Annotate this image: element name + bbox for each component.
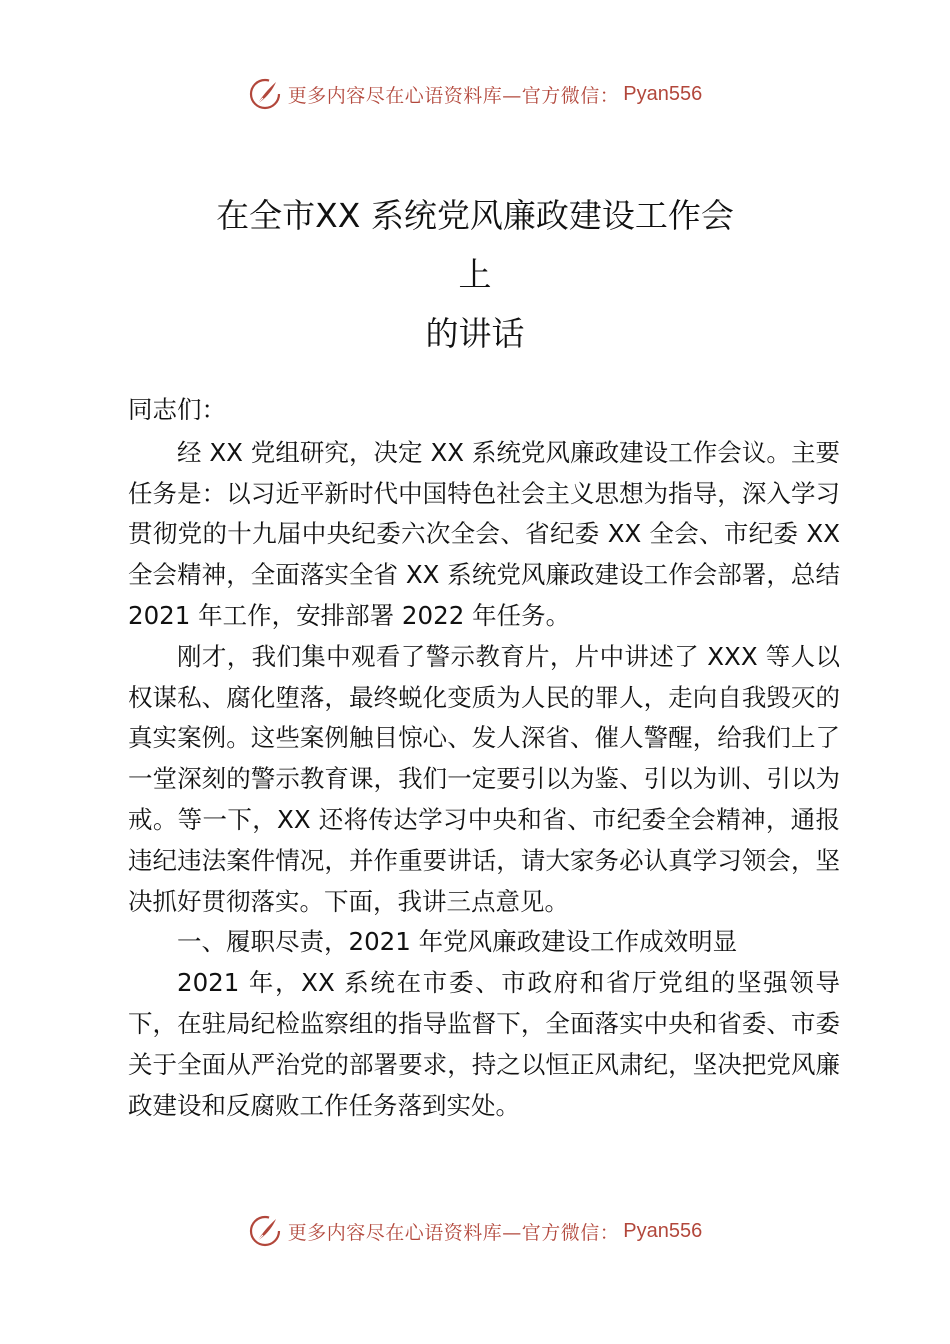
footer-watermark (0, 1211, 950, 1251)
quill-logo-icon (248, 1214, 282, 1248)
paragraph-intro: 经 XX 党组研究，决定 XX 系统党风廉政建设工作会议。主要任务是：以习近平新时代中国特色社会主义思想为指导，深入学习贯彻党的十九届中央纪委六次全会、省纪委 XX 全会、市纪委 XX 全会精神，全面落实全省 XX 系统党风廉政建设工作会部署，总结 2021 年工作，安排部署 2022 年任务。 (128, 437, 840, 630)
watermark-text: 更多内容尽在心语资料库—官方微信： (287, 84, 620, 107)
document-title (0, 186, 950, 363)
watermark-wechat-id: Pyan556 (623, 1219, 703, 1242)
paragraph-section-1: 2021 年，XX 系统在市委、市政府和省厅党组的坚强领导下，在驻局纪检监察组的指导监督下，全面落实中央和省委、市委关于全面从严治党的部署要求，持之以恒正风肃纪，坚决把党风廉政建设和反腐败工作任务落到实处。 (128, 968, 840, 1120)
watermark-text: 更多内容尽在心语资料库—官方微信： (287, 1221, 620, 1244)
salutation: 同志们： (128, 395, 226, 424)
title-line-1: 在全市XX 系统党风廉政建设工作会 (216, 196, 734, 235)
quill-logo-icon (248, 77, 282, 111)
section-heading: 一、履职尽责，2021 年党风廉政建设工作成效明显 (177, 927, 738, 957)
header-watermark (0, 74, 950, 114)
watermark-wechat-id: Pyan556 (623, 82, 703, 105)
paragraph-warning-education: 刚才，我们集中观看了警示教育片，片中讲述了 XXX 等人以权谋私、腐化堕落，最终蜕化变质为人民的罪人，走向自我毁灭的真实案例。这些案例触目惊心、发人深省、催人警醒，给我们上了一堂深刻的警示教育课，我们一定要引以为鉴、引以为训、引以为戒。等一下，XX 还将传达学习中央和省、市纪委全会精神，通报违纪违法案件情况，并作重要讲话，请大家务必认真学习领会，坚决抓好贯彻落实。下面，我讲三点意见。 (128, 641, 840, 916)
title-line-2: 上 (458, 255, 492, 294)
document-body (128, 390, 840, 1126)
title-line-3: 的讲话 (425, 314, 525, 353)
